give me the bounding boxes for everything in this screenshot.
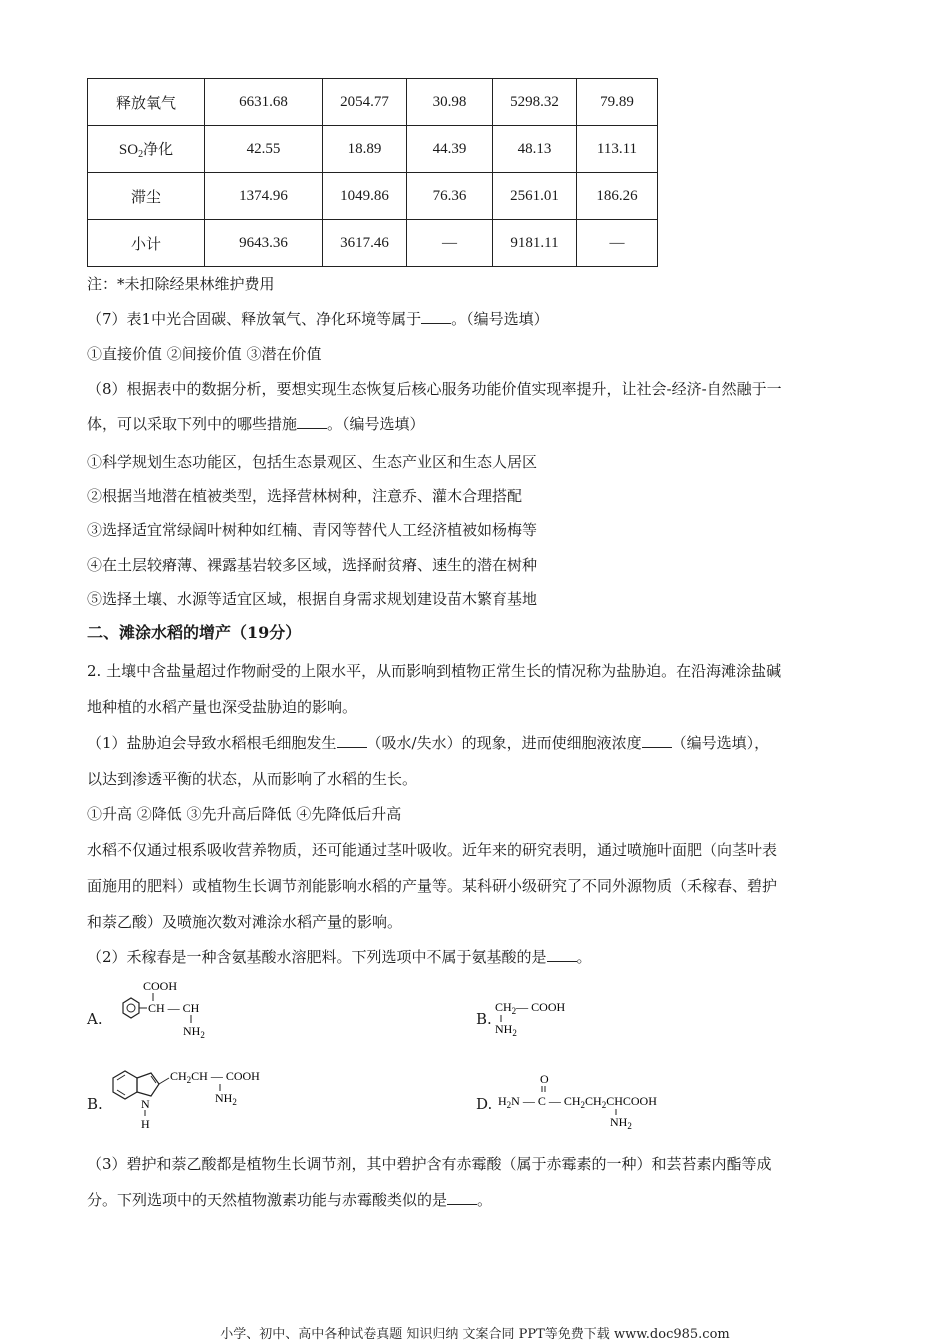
row-label: 小计 — [88, 220, 205, 267]
svg-text:H: H — [141, 1117, 150, 1131]
svg-text:NH2: $NH_2$ — [610, 1115, 632, 1130]
svg-text:NH2: $NH_2$ — [215, 1091, 237, 1107]
option-b2-structure — [105, 1058, 305, 1133]
question-8-option: ④在土层较瘠薄、裸露基岩较多区域，选择耐贫瘠、速生的潜在树种 — [87, 556, 538, 574]
svg-text:O: O — [540, 1072, 549, 1086]
table-cell: 44.39 — [407, 126, 493, 173]
option-a-label: A. — [87, 1010, 103, 1028]
table-cell: 113.11 — [577, 126, 658, 173]
section-intro-cont: 地种植的水稻产量也深受盐胁迫的影响。 — [87, 698, 358, 716]
table-cell: 48.13 — [493, 126, 577, 173]
row-label: $SO_2$净化 — [88, 126, 205, 173]
question-1-stem: （1）盐胁迫会导致水稻根毛细胞发生 （吸水/失水）的现象，进而使细胞液浓度 （编号选填）， — [87, 734, 770, 752]
table-cell: 6631.68 — [205, 79, 323, 126]
option-d-label: D. — [476, 1095, 493, 1113]
table-row — [88, 126, 658, 173]
question-7-options: ①直接价值 ②间接价值 ③潜在价值 — [87, 345, 322, 363]
svg-text:CH2CH — COOH: $CH_2CH$ — COOH — [170, 1069, 260, 1085]
option-d-structure — [496, 1070, 686, 1130]
answer-blank[interactable] — [642, 733, 672, 748]
question-3-stem-cont: 分。下列选项中的天然植物激素功能与赤霉酸类似的是 。 — [87, 1191, 493, 1209]
ecosystem-value-table — [87, 78, 658, 267]
question-2-stem: （2）禾稼春是一种含氨基酸水溶肥料。下列选项中不属于氨基酸的是 。 — [87, 948, 592, 966]
question-8-option: ②根据当地潜在植被类型，选择营林树种，注意乔、灌木合理搭配 — [87, 487, 523, 505]
table-cell: 76.36 — [407, 173, 493, 220]
table-cell: 79.89 — [577, 79, 658, 126]
table-cell: 9181.11 — [493, 220, 577, 267]
option-b1-structure — [493, 995, 593, 1040]
question-8-option: ③选择适宜常绿阔叶树种如红楠、青冈等替代人工经济植被如杨梅等 — [87, 521, 538, 539]
section-intro: 2. 土壤中含盐量超过作物耐受的上限水平，从而影响到植物正常生长的情况称为盐胁迫。在沿海滩涂盐碱 — [87, 662, 782, 680]
table-cell: — — [407, 220, 493, 267]
table-cell: 1374.96 — [205, 173, 323, 220]
svg-text:CH — CH: CH — CH — [148, 1001, 200, 1015]
svg-text:CH2— COOH: $CH_2—$ COOH — [495, 1000, 566, 1016]
option-b1-label: B. — [476, 1010, 492, 1028]
table-cell: 2054.77 — [323, 79, 407, 126]
question-1-options: ①升高 ②降低 ③先升高后降低 ④先降低后升高 — [87, 805, 402, 823]
table-cell: 18.89 — [323, 126, 407, 173]
question-1-stem-cont: 以达到渗透平衡的状态，从而影响了水稻的生长。 — [87, 770, 418, 788]
answer-blank[interactable] — [447, 1190, 477, 1205]
question-8-stem: （8）根据表中的数据分析，要想实现生态恢复后核心服务功能价值实现率提升，让社会-经济-自然融于一 — [87, 380, 782, 398]
answer-blank[interactable] — [337, 733, 367, 748]
question-7-stem: （7）表1中光合固碳、释放氧气、净化环境等属于 。（编号选填） — [87, 310, 549, 328]
benzene-ring-icon — [123, 998, 139, 1018]
table-cell: 9643.36 — [205, 220, 323, 267]
row-label: 释放氧气 — [88, 79, 205, 126]
answer-blank[interactable] — [547, 947, 577, 962]
table-row — [88, 173, 658, 220]
table-cell: — — [577, 220, 658, 267]
paragraph: 和萘乙酸）及喷施次数对滩涂水稻产量的影响。 — [87, 913, 403, 931]
svg-text:COOH: COOH — [143, 979, 178, 993]
table-cell: 3617.46 — [323, 220, 407, 267]
svg-text:NH2: $NH_2$ — [183, 1024, 205, 1040]
page-footer: 小学、初中、高中各种试卷真题 知识归纳 文案合同 PPT等免费下载 www.doc985.com — [220, 1327, 730, 1342]
table-cell: 186.26 — [577, 173, 658, 220]
paragraph: 面施用的肥料）或植物生长调节剂能影响水稻的产量等。某科研小级研究了不同外源物质（禾稼春、碧护 — [87, 877, 778, 895]
section-heading: 二、滩涂水稻的增产（19分） — [87, 623, 302, 642]
option-b2-label: B. — [87, 1095, 103, 1113]
answer-blank[interactable] — [421, 309, 451, 324]
row-label: 滞尘 — [88, 173, 205, 220]
question-8-stem-cont: 体，可以采取下列中的哪些措施 。（编号选填） — [87, 415, 425, 433]
table-cell: 30.98 — [407, 79, 493, 126]
table-cell: 1049.86 — [323, 173, 407, 220]
svg-text:H2N — C — CH2CH2CHCOOH: $H_2N$ — C — $CH_2CH_2CHCOOH$ — [498, 1094, 657, 1110]
table-row — [88, 220, 658, 267]
question-3-stem: （3）碧护和萘乙酸都是植物生长调节剂，其中碧护含有赤霉酸（属于赤霉素的一种）和芸苔素内酯等成 — [87, 1155, 772, 1173]
table-row — [88, 79, 658, 126]
paragraph: 水稻不仅通过根系吸收营养物质，还可能通过茎叶吸收。近年来的研究表明，通过喷施叶面肥（向茎叶表 — [87, 841, 778, 859]
question-8-option: ⑤选择土壤、水源等适宜区域，根据自身需求规划建设苗木繁育基地 — [87, 590, 538, 608]
question-8-option: ①科学规划生态功能区，包括生态景观区、生态产业区和生态人居区 — [87, 453, 538, 471]
option-a-structure — [105, 975, 235, 1045]
answer-blank[interactable] — [297, 414, 327, 429]
svg-text:NH2: $NH_2$ — [495, 1022, 517, 1038]
table-cell: 2561.01 — [493, 173, 577, 220]
table-cell: 5298.32 — [493, 79, 577, 126]
svg-text:N: N — [141, 1097, 150, 1111]
table-cell: 42.55 — [205, 126, 323, 173]
table-note: 注：*未扣除经果林维护费用 — [87, 275, 275, 293]
